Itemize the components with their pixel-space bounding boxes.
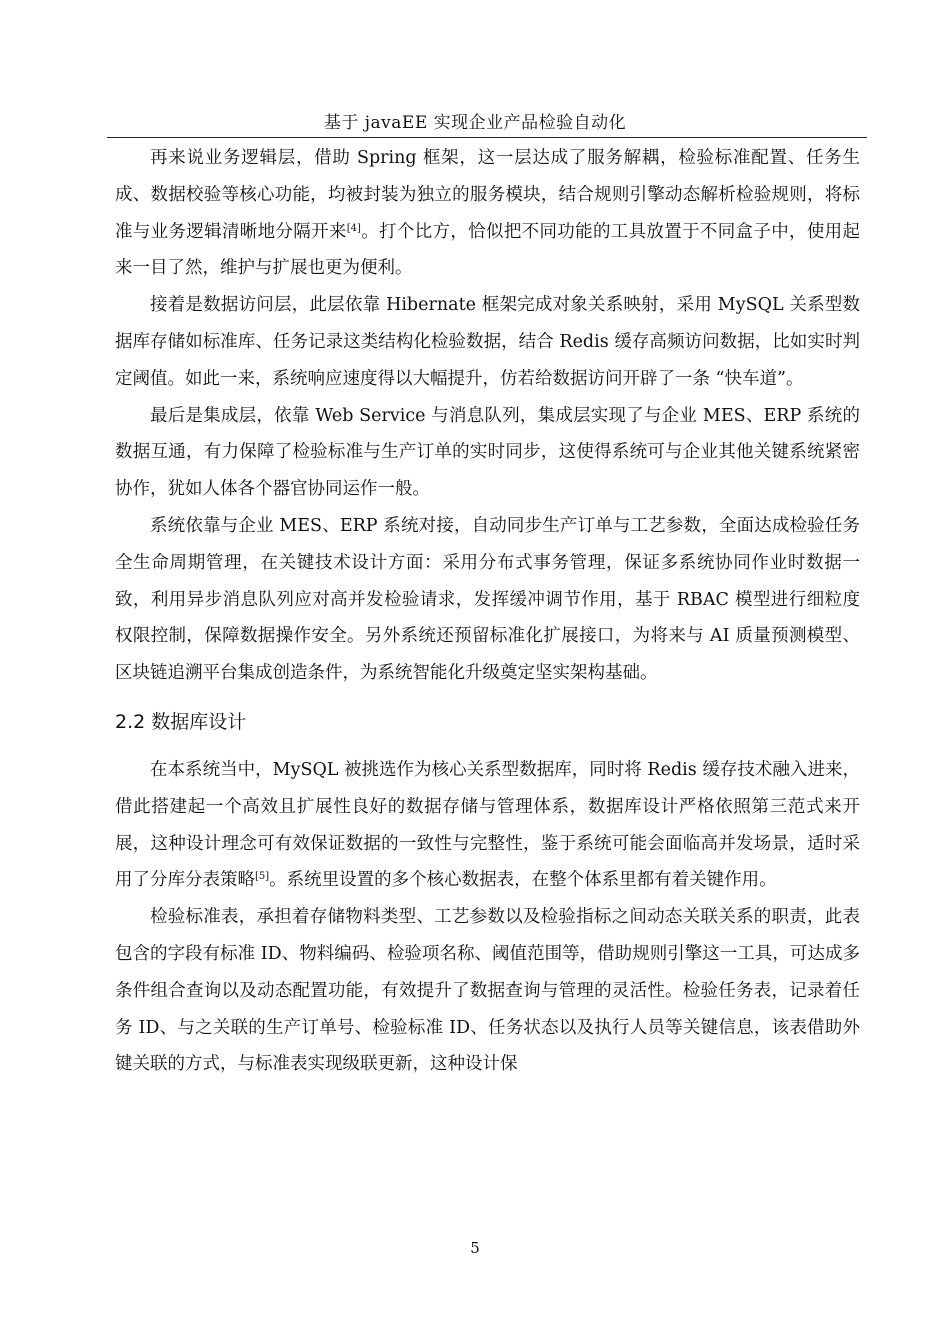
header-divider: [107, 137, 867, 138]
page-body: [115, 140, 860, 1083]
paragraph-text-continued: 。系统里设置的多个核心数据表，在整个体系里都有着关键作用。: [269, 870, 777, 891]
paragraph-database-overview: [115, 752, 860, 899]
citation-ref: [5]: [255, 871, 270, 883]
paragraph-text: 最后是集成层，依靠 Web Service 与消息队列，集成层实现了与企业 MES、ERP 系统的数据互通，有力保障了检验标准与生产订单的实时同步，这使得系统可与企业其他关键系统紧密协作，犹如人体各个器官协同运作一般。: [115, 405, 860, 500]
paragraph-business-logic-layer: [115, 140, 860, 287]
section-heading: 2.2 数据库设计: [115, 710, 247, 733]
citation-ref: [4]: [346, 222, 361, 234]
paragraph-integration-layer: [115, 398, 860, 508]
paragraph-text: 接着是数据访问层，此层依靠 Hibernate 框架完成对象关系映射，采用 MySQL 关系型数据库存储如标准库、任务记录这类结构化检验数据，结合 Redis 缓存高频访问数据，比如实时判定阈值。如此一来，系统响应速度得以大幅提升，仿若给数据访问开辟了一条 “快车道”。: [115, 295, 860, 389]
paragraph-system-integration: [115, 508, 860, 692]
paragraph-data-access-layer: [115, 287, 860, 397]
paragraph-text: 在本系统当中，MySQL 被挑选作为核心关系型数据库，同时将 Redis 缓存技术融入进来，借此搭建起一个高效且扩展性良好的数据存储与管理体系，数据库设计严格依照第三范式来开展，这种设计理念可有效保证数据的一致性与完整性，鉴于系统可能会面临高并发场景，适时采用了分库分表策略: [115, 759, 860, 891]
paragraph-text: 检验标准表，承担着存储物料类型、工艺参数以及检验指标之间动态关联关系的职责，此表包含的字段有标准 ID、物料编码、检验项名称、阈值范围等，借助规则引擎这一工具，可达成多条件组合查询以及动态配置功能，有效提升了数据查询与管理的灵活性。检验任务表，记录着任务 ID、与之关联的生产订单号、检验标准 ID、任务状态以及执行人员等关键信息，该表借助外键关联的方式，与标准表实现级联更新，这种设计保: [115, 907, 860, 1075]
paragraph-text: 系统依靠与企业 MES、ERP 系统对接，自动同步生产订单与工艺参数，全面达成检验任务全生命周期管理，在关键技术设计方面：采用分布式事务管理，保证多系统协同作业时数据一致，利用异步消息队列应对高并发检验请求，发挥缓冲调节作用，基于 RBAC 模型进行细粒度权限控制，保障数据操作安全。另外系统还预留标准化扩展接口，为将来与 AI 质量预测模型、区块链追溯平台集成创造条件，为系统智能化升级奠定坚实架构基础。: [115, 515, 860, 684]
running-header-title: 基于 javaEE 实现企业产品检验自动化: [323, 113, 627, 133]
paragraph-text-continued: 。打个比方，恰似把不同功能的工具放置于不同盒子中，使用起来一目了然，维护与扩展也更为便利。: [115, 221, 861, 279]
page-number: 5: [470, 1239, 480, 1257]
paragraph-core-tables: [115, 899, 860, 1083]
paragraph-text: 再来说业务逻辑层，借助 Spring 框架，这一层达成了服务解耦，检验标准配置、任务生成、数据校验等核心功能，均被封装为独立的服务模块，结合规则引擎动态解析检验规则，将标准与业务逻辑清晰地分隔开来: [115, 148, 860, 242]
